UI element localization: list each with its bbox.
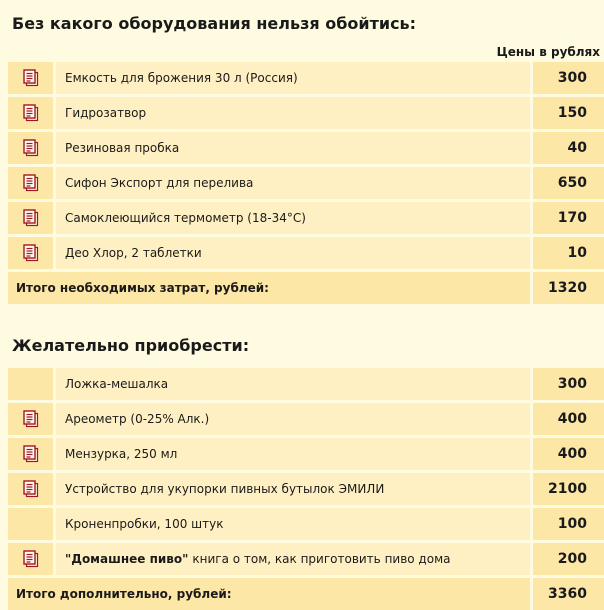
document-icon[interactable] xyxy=(8,403,53,435)
book-title: "Домашнее пиво" xyxy=(65,552,189,566)
table-row xyxy=(8,202,604,234)
table-row xyxy=(8,543,604,575)
table-row xyxy=(8,97,604,129)
item-price: 650 xyxy=(533,167,604,199)
item-name: Део Хлор, 2 таблетки xyxy=(56,237,530,269)
item-price: 400 xyxy=(533,403,604,435)
required-equipment-table xyxy=(8,62,604,304)
document-icon[interactable] xyxy=(8,543,53,575)
table-row xyxy=(8,438,604,470)
item-name: Устройство для укупорки пивных бутылок ЭМИЛИ xyxy=(56,473,530,505)
item-price: 2100 xyxy=(533,473,604,505)
document-icon[interactable] xyxy=(8,62,53,94)
table-row xyxy=(8,508,604,540)
item-price: 300 xyxy=(533,368,604,400)
table-row xyxy=(8,62,604,94)
item-price: 400 xyxy=(533,438,604,470)
document-icon[interactable] xyxy=(8,473,53,505)
book-description: книга о том, как приготовить пиво дома xyxy=(192,552,451,566)
document-icon[interactable] xyxy=(8,97,53,129)
item-name: Кроненпробки, 100 штук xyxy=(56,508,530,540)
item-name: Ареометр (0-25% Алк.) xyxy=(56,403,530,435)
table-row xyxy=(8,403,604,435)
total-value: 3360 xyxy=(533,578,604,610)
table-row xyxy=(8,167,604,199)
document-icon[interactable] xyxy=(8,202,53,234)
item-price: 150 xyxy=(533,97,604,129)
empty-icon-cell xyxy=(8,508,53,540)
item-name: Ложка-мешалка xyxy=(56,368,530,400)
document-icon[interactable] xyxy=(8,237,53,269)
total-row xyxy=(8,578,604,610)
item-price: 100 xyxy=(533,508,604,540)
total-label: Итого дополнительно, рублей: xyxy=(8,578,530,610)
item-price: 40 xyxy=(533,132,604,164)
section-title-optional: Желательно приобрести: xyxy=(12,336,250,355)
item-name: Емкость для брожения 30 л (Россия) xyxy=(56,62,530,94)
item-name: Резиновая пробка xyxy=(56,132,530,164)
empty-icon-cell xyxy=(8,368,53,400)
section-title-required: Без какого оборудования нельзя обойтись: xyxy=(12,14,417,33)
table-row xyxy=(8,237,604,269)
total-row xyxy=(8,272,604,304)
table-row xyxy=(8,473,604,505)
item-name: Гидрозатвор xyxy=(56,97,530,129)
item-price: 170 xyxy=(533,202,604,234)
document-icon[interactable] xyxy=(8,132,53,164)
total-label: Итого необходимых затрат, рублей: xyxy=(8,272,530,304)
document-icon[interactable] xyxy=(8,167,53,199)
item-name: Самоклеющийся термометр (18-34°С) xyxy=(56,202,530,234)
item-name xyxy=(56,543,530,575)
total-value: 1320 xyxy=(533,272,604,304)
table-row xyxy=(8,368,604,400)
item-name: Сифон Экспорт для перелива xyxy=(56,167,530,199)
prices-column-header: Цены в рублях xyxy=(496,45,600,59)
item-name: Мензурка, 250 мл xyxy=(56,438,530,470)
item-price: 200 xyxy=(533,543,604,575)
document-icon[interactable] xyxy=(8,438,53,470)
optional-equipment-table xyxy=(8,368,604,610)
table-row xyxy=(8,132,604,164)
item-price: 10 xyxy=(533,237,604,269)
item-price: 300 xyxy=(533,62,604,94)
